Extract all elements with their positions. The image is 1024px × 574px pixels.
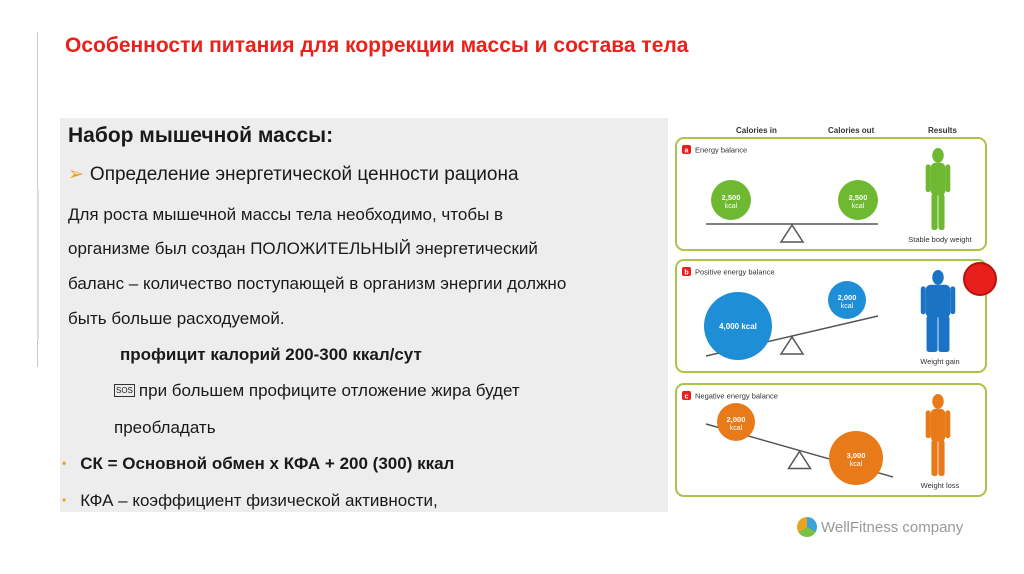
subheading-text: Определение энергетической ценности рациона (89, 164, 519, 185)
column-results: Results (928, 126, 957, 135)
panel-1-calories-in-unit: kcal (724, 203, 738, 210)
panel-2-label: Positive energy balance (695, 267, 775, 277)
left-accent-highlight (37, 190, 39, 340)
paragraph-line-3: баланс – количество поступающей в организм энергии должно (68, 274, 567, 293)
bullet-kfa-text: КФА – коэффициент физической активности, (80, 491, 438, 510)
warning-line-2: преобладать (114, 418, 216, 437)
warning-line-1 (114, 381, 520, 401)
bullet-formula (62, 454, 454, 474)
panel-2-marker-letter: b (684, 269, 689, 277)
panel-2-calories-out-unit: kcal (840, 303, 854, 310)
bullet-icon: • (62, 493, 67, 507)
slide-title: Особенности питания для коррекции массы и состава тела (65, 34, 689, 57)
logo-mark-icon (797, 517, 817, 537)
logo-text: WellFitness company (821, 518, 964, 536)
energy-balance-figure (668, 118, 992, 504)
paragraph-line-1: Для роста мышечной массы тела необходимо, чтобы в (68, 205, 504, 224)
bullet-formula-text: СК = Основной обмен х КФА + 200 (300) ккал (80, 454, 455, 473)
column-calories-in: Calories in (736, 126, 777, 135)
panel-1-label: Energy balance (695, 145, 748, 155)
panel-1-result-label: Stable body weight (908, 235, 972, 244)
panel-3-label: Negative energy balance (695, 391, 778, 401)
paragraph-line-2: организме был создан ПОЛОЖИТЕЛЬНЫЙ энергетический (68, 239, 538, 258)
surplus-line: профицит калорий 200-300 ккал/сут (120, 345, 422, 364)
red-circle-marker (963, 262, 997, 296)
section-heading: Набор мышечной массы: (68, 124, 334, 147)
arrow-bullet-icon: ➢ (68, 164, 84, 185)
panel-1-marker-letter: a (684, 147, 689, 155)
sos-icon: SOS (116, 386, 133, 395)
panel-3-calories-in-unit: kcal (729, 425, 743, 432)
panel-2-calories-in-value: 4,000 kcal (719, 322, 757, 331)
panel-3-result-label: Weight loss (920, 481, 960, 490)
bullet-kfa (62, 491, 438, 511)
panel-2-result-label: Weight gain (920, 357, 960, 366)
panel-2-calories-out-value: 2,000 (837, 293, 857, 302)
panel-1-calories-out-unit: kcal (851, 203, 865, 210)
bullet-icon: • (62, 456, 67, 470)
warning-text-1: при большем профиците отложение жира будет (138, 381, 520, 400)
panel-3-calories-out-value: 3,000 (846, 451, 866, 460)
panel-1-calories-in-value: 2,500 (721, 193, 741, 202)
energy-balance-diagram (668, 118, 992, 504)
column-calories-out: Calories out (828, 126, 875, 135)
panel-1-calories-out-value: 2,500 (848, 193, 868, 202)
paragraph-line-4: быть больше расходуемой. (68, 309, 285, 328)
panel-3-calories-in-value: 2,000 (726, 415, 746, 424)
panel-3-marker-letter: c (684, 393, 689, 401)
company-logo (797, 517, 963, 537)
panel-3-calories-out-unit: kcal (849, 461, 863, 468)
subheading (68, 163, 519, 186)
